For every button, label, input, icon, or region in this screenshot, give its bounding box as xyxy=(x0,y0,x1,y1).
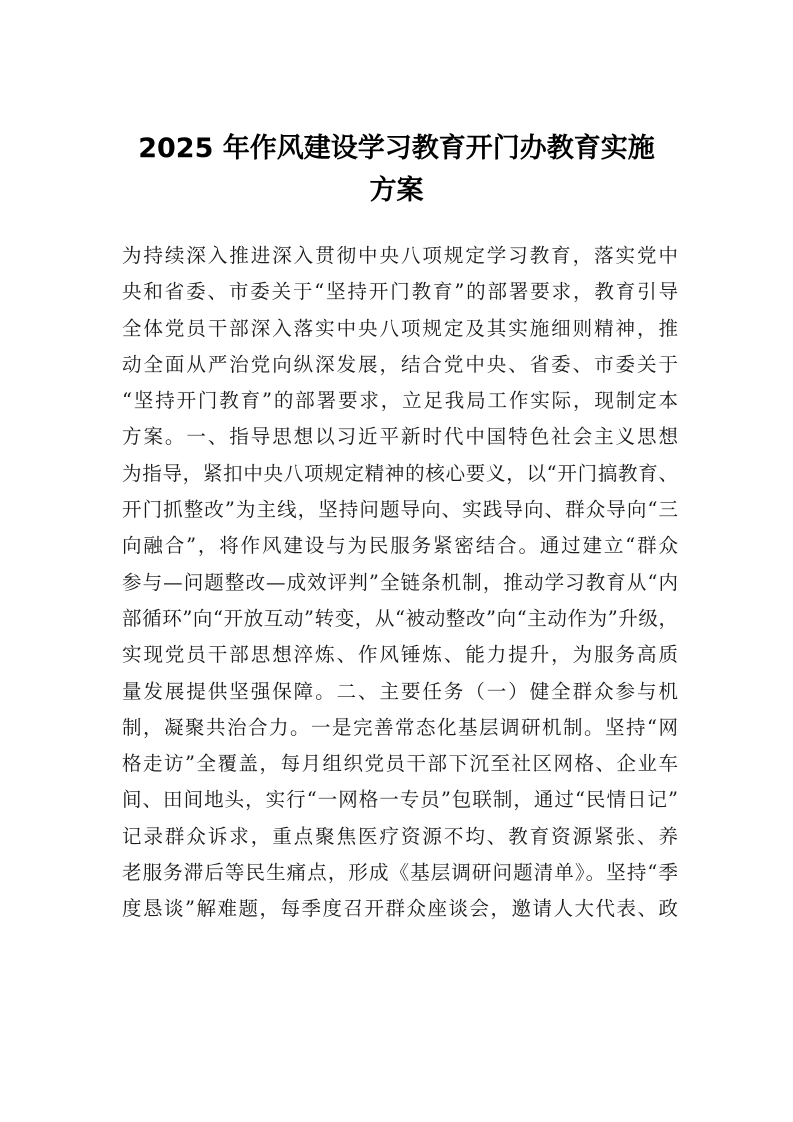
body-line: 老服务滞后等民生痛点，形成《基层调研问题清单》。坚持“季 xyxy=(122,861,680,885)
title-line-2: 方案 xyxy=(369,175,424,206)
title-line-1: 2025 年作风建设学习教育开门办教育实施 xyxy=(138,133,655,164)
body-line: 实现党员干部思想淬炼、作风锤炼、能力提升，为服务高质 xyxy=(122,643,680,667)
body-line: 央和省委、市委关于“坚持开门教育”的部署要求，教育引导 xyxy=(122,280,680,304)
body-line: 动全面从严治党向纵深发展，结合党中央、省委、市委关于 xyxy=(122,352,680,376)
body-line: 间、田间地头，实行“一网格一专员”包联制，通过“民情日记” xyxy=(122,788,680,812)
body-line: 格走访”全覆盖，每月组织党员干部下沉至社区网格、企业车 xyxy=(122,752,680,776)
body-line: 量发展提供坚强保障。二、主要任务（一）健全群众参与机 xyxy=(122,679,680,703)
body-line: 制，凝聚共治合力。一是完善常态化基层调研机制。坚持“网 xyxy=(122,715,680,739)
body-line: “坚持开门教育”的部署要求，立足我局工作实际，现制定本 xyxy=(122,389,680,413)
document-title xyxy=(110,128,683,212)
document-body xyxy=(122,238,678,928)
body-line: 为持续深入推进深入贯彻中央八项规定学习教育，落实党中 xyxy=(122,244,680,267)
body-line: 方案。一、指导思想以习近平新时代中国特色社会主义思想 xyxy=(122,425,680,449)
body-line: 度恳谈”解难题，每季度召开群众座谈会，邀请人大代表、政 xyxy=(122,897,680,921)
body-line: 记录群众诉求，重点聚焦医疗资源不均、教育资源紧张、养 xyxy=(122,824,680,848)
body-line: 开门抓整改”为主线，坚持问题导向、实践导向、群众导向“三 xyxy=(122,498,680,522)
body-line: 参与—问题整改—成效评判”全链条机制，推动学习教育从“内 xyxy=(122,570,680,594)
body-line: 部循环”向“开放互动”转变，从“被动整改”向“主动作为”升级， xyxy=(122,606,679,630)
body-line: 全体党员干部深入落实中央八项规定及其实施细则精神，推 xyxy=(122,316,680,340)
body-line: 向融合”，将作风建设与为民服务紧密结合。通过建立“群众 xyxy=(122,534,680,558)
body-line: 为指导，紧扣中央八项规定精神的核心要义，以“开门搞教育、 xyxy=(122,461,679,485)
